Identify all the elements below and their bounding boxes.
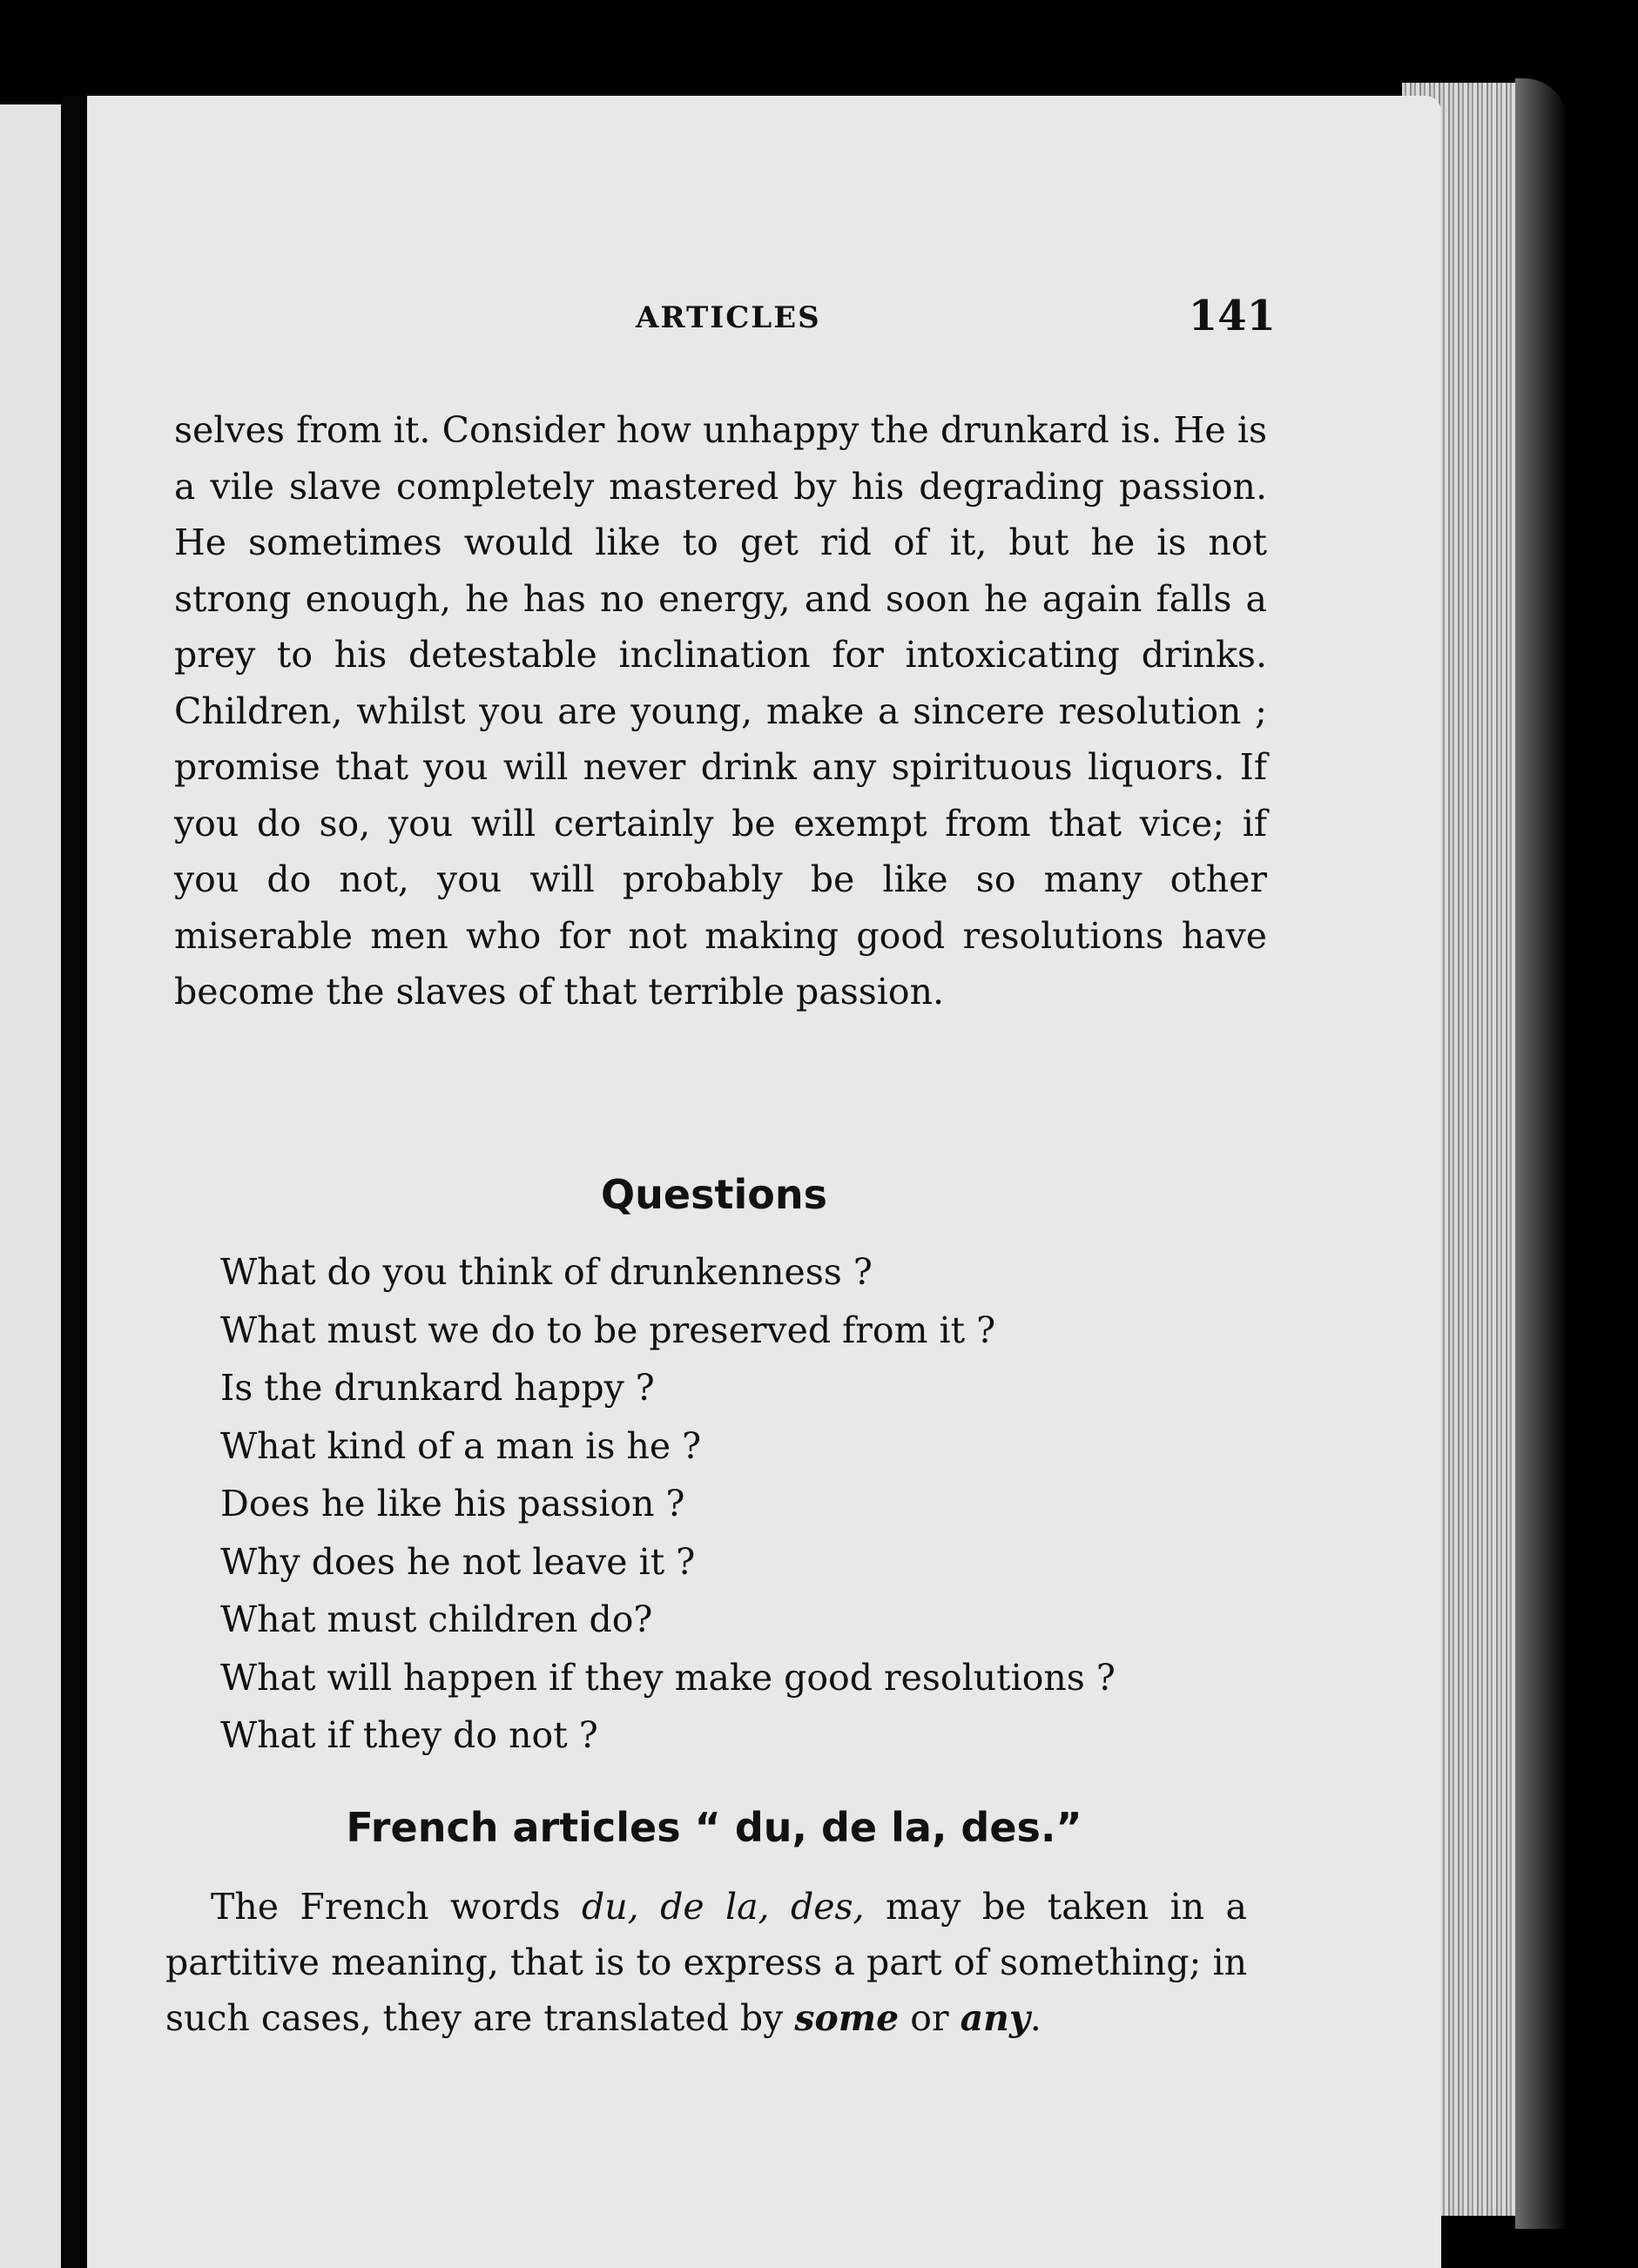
italic-term: any	[960, 1997, 1030, 2039]
questions-list	[220, 1243, 1116, 1765]
question-item: Why does he not leave it ?	[220, 1540, 696, 1583]
french-articles-text	[165, 1879, 1247, 2046]
question-item: Does he like his passion ?	[220, 1483, 685, 1524]
page-number: 141	[1188, 292, 1276, 340]
question-item: What will happen if they make good resolutions ?	[220, 1656, 1116, 1699]
question-item: Is the drunkard happy ?	[220, 1367, 655, 1409]
question-item: What do you think of drunkenness ?	[220, 1251, 873, 1293]
text-segment: may be taken in a partitive meaning, that is to express a part of something; in such cases, they are translated by	[165, 1886, 1247, 2039]
question-item: What must we do to be preserved from it ?	[220, 1309, 996, 1351]
running-head: ARTICLES	[636, 300, 821, 335]
question-item: What must children do?	[220, 1598, 653, 1640]
text-segment: .	[1029, 1997, 1041, 2039]
text-segment: The French words	[211, 1886, 582, 1928]
french-articles-heading: French articles “ du, de la, des.”	[346, 1804, 1082, 1851]
question-item: What if they do not ?	[220, 1714, 598, 1756]
passage-text: selves from it. Consider how unhappy the drunkard is. He is a vile slave completely mastered by his degrading passion. He sometimes would like to get rid of it, but he is not strong enough, he has no energy, and soon he again falls a prey to his detestable inclination for intoxicating drinks. Children, whilst you are young, make a sincere resolution ; promise that you will never drink any spirituous liquors. If you do so, you will certainly be exempt from that vice; if you do not, you will probably be like so many other miserable men who for not making good resolutions have become the slaves of that terrible passion.	[174, 409, 1267, 1013]
text-segment: or	[899, 1997, 961, 2039]
question-item: What kind of a man is he ?	[220, 1424, 702, 1467]
book-cover-edge	[1515, 78, 1567, 2229]
page-header	[174, 292, 1276, 353]
italic-term: du, de la, des,	[581, 1886, 865, 1928]
questions-heading: Questions	[601, 1171, 827, 1218]
italic-term: some	[794, 1997, 900, 2039]
